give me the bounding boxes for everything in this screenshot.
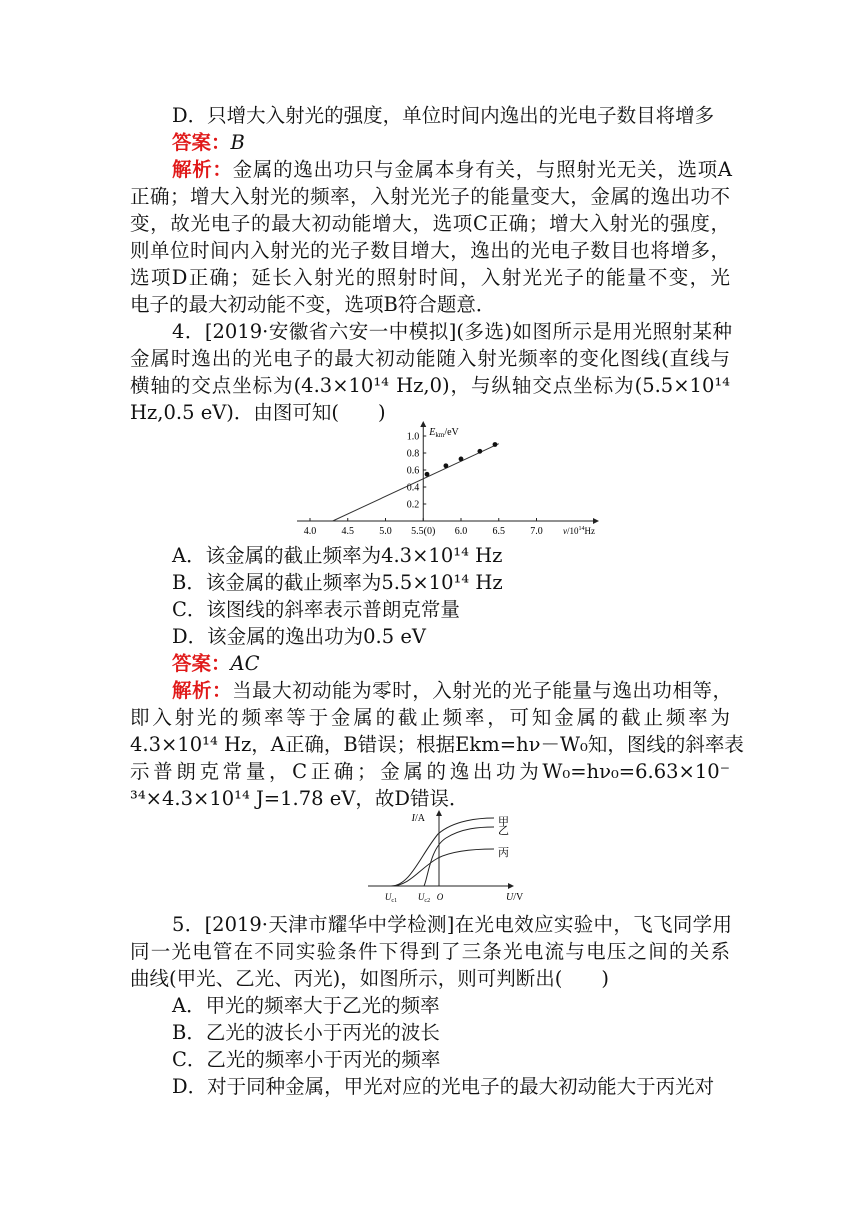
q4-stem-line-3: 横轴的交点坐标为(4.3×10¹⁴ Hz,0)，与纵轴交点坐标为(5.5×10¹⁴ — [130, 374, 730, 397]
y-axis-arrow — [420, 421, 426, 427]
x-tick-label: 6.0 — [454, 526, 468, 537]
series-label: 乙 — [498, 825, 509, 837]
q3-option-d: D．只增大入射光的强度，单位时间内逸出的光电子数目将增多 — [172, 104, 715, 127]
y-tick-label: 0.4 — [406, 482, 420, 494]
q4-analysis-line-4: 示普朗克常量，C正确；金属的逸出功为W₀=hν₀=6.63×10⁻ — [130, 760, 730, 783]
q4-option-c: C．该图线的斜率表示普朗克常量 — [172, 598, 460, 621]
q5-stem-line-2: 同一光电管在不同实验条件下得到了三条光电流与电压之间的关系 — [130, 940, 730, 963]
q3-analysis-line-6: 电子的最大初动能不变，选项B符合题意． — [130, 293, 496, 316]
q5-chart — [368, 808, 538, 904]
data-point — [425, 472, 430, 477]
q4-option-d: D．该金属的逸出功为0.5 eV — [172, 625, 426, 648]
x-axis-arrow — [508, 883, 514, 889]
x-tick-label: 6.5 — [492, 526, 505, 537]
x-annotation: $U_{c2}$ — [417, 892, 431, 904]
q4-analysis-line-5: ³⁴×4.3×10¹⁴ J=1.78 eV，故D错误． — [130, 787, 469, 810]
answer-label: 答案： — [172, 652, 231, 675]
x-axis-label: U/V — [506, 892, 524, 903]
q5-stem-line-1: 5．[2019·天津市耀华中学检测]在光电效应实验中，飞飞同学用 — [172, 913, 732, 936]
q3-analysis-line-1 — [172, 157, 732, 183]
q4-analysis-line-3: 4.3×10¹⁴ Hz，A正确，B错误；根据Ekm=hν－W₀知，图线的斜率表 — [130, 733, 744, 756]
y-tick-label: 0.8 — [406, 448, 420, 460]
y-tick-label: 0.6 — [406, 465, 420, 477]
q5-option-d: D．对于同种金属，甲光对应的光电子的最大初动能大于丙光对 — [172, 1075, 715, 1098]
y-axis-label: I/A — [411, 813, 425, 824]
x-tick-label: 7.0 — [530, 526, 543, 537]
q5-option-c: C．乙光的频率小于丙光的频率 — [172, 1048, 441, 1071]
q4-stem-line-4: Hz,0.5 eV)．由图可知( ) — [130, 401, 386, 424]
x-annotation: $U_{c1}$ — [384, 892, 398, 904]
q3-analysis-line-5: 选项D正确；延长入射光的照射时间，入射光光子的能量不变，光 — [130, 266, 730, 289]
q4-stem-line-1: 4．[2019·安徽省六安一中模拟](多选)如图所示是用光照射某种 — [172, 320, 732, 343]
series-label: 丙 — [498, 847, 509, 859]
q5-option-b: B．乙光的波长小于丙光的波长 — [172, 1021, 440, 1044]
analysis-label: 解析： — [172, 158, 233, 181]
q4-chart — [295, 420, 615, 540]
q3-analysis-line-2: 正确；增大入射光的频率，入射光光子的能量变大，金属的逸出功不 — [130, 185, 730, 208]
series-curve — [424, 827, 494, 886]
analysis-text: 金属的逸出功只与金属本身有关，与照射光无关，选项A — [232, 158, 732, 181]
data-point — [444, 463, 449, 468]
x-axis-arrow — [593, 518, 599, 524]
q5-stem-line-3: 曲线(甲光、乙光、丙光)，如图所示，则可判断出( ) — [130, 967, 609, 990]
answer-value: B — [230, 131, 245, 154]
q4-option-a: A．该金属的截止频率为4.3×10¹⁴ Hz — [172, 544, 503, 567]
q4-analysis-line-2: 即入射光的频率等于金属的截止频率，可知金属的截止频率为 — [130, 706, 730, 729]
analysis-text: 当最大初动能为零时，入射光的光子能量与逸出功相等， — [232, 679, 732, 702]
q3-answer — [172, 130, 732, 156]
x-tick-label: 4.5 — [341, 526, 354, 537]
series-label: 甲 — [498, 816, 509, 828]
data-point — [459, 457, 464, 462]
answer-value: AC — [230, 652, 260, 675]
answer-label: 答案： — [172, 131, 231, 154]
y-tick-label: 0.2 — [406, 499, 420, 511]
q5-option-a: A．甲光的频率大于乙光的频率 — [172, 994, 440, 1017]
x-tick-label: 5.0 — [379, 526, 392, 537]
series-curve — [391, 849, 494, 886]
y-axis-label: $E_{km}/eV$ — [429, 427, 459, 439]
q4-stem-line-2: 金属时逸出的光电子的最大初动能随入射光频率的变化图线(直线与 — [130, 347, 730, 370]
q3-analysis-line-4: 则单位时间内入射光的光子数目增大，逸出的光电子数目也将增多， — [130, 239, 730, 262]
data-point — [493, 442, 498, 447]
x-tick-label: 4.0 — [303, 526, 317, 537]
y-tick-label: 1.0 — [406, 431, 420, 443]
x-annotation: O — [436, 892, 444, 902]
q3-analysis-line-3: 变，故光电子的最大初动能增大，选项C正确；增大入射光的强度， — [130, 212, 730, 235]
analysis-label: 解析： — [172, 679, 233, 702]
q4-option-b: B．该金属的截止频率为5.5×10¹⁴ Hz — [172, 571, 503, 594]
x-axis-label: $\nu/10^{14}Hz$ — [563, 526, 596, 536]
q4-analysis-line-1 — [172, 678, 732, 704]
data-point — [477, 449, 482, 454]
x-tick-label: 5.5(0) — [411, 526, 436, 537]
q4-answer — [172, 651, 732, 677]
y-axis-arrow — [436, 810, 442, 816]
